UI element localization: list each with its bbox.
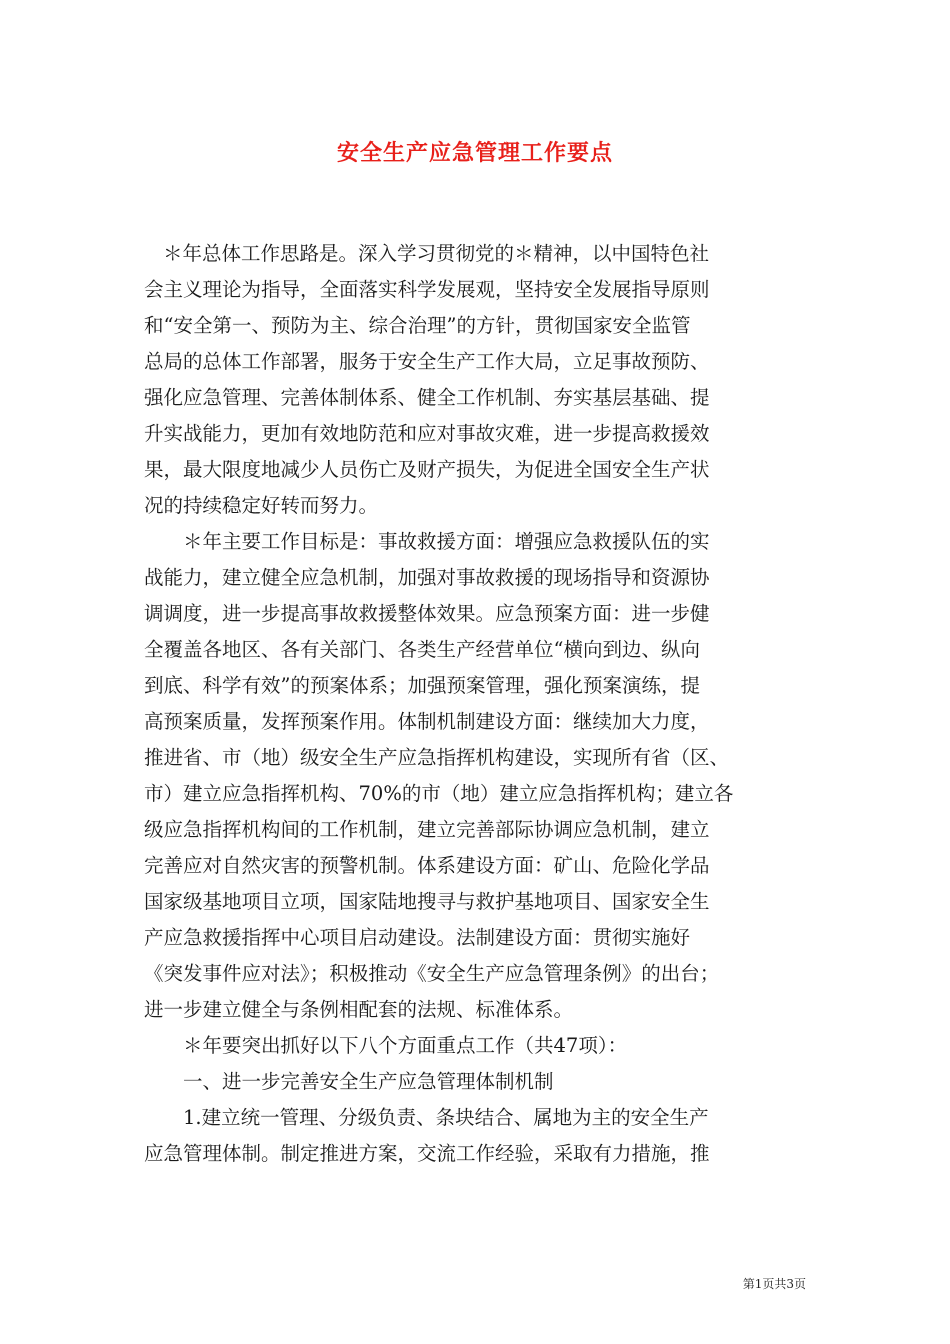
body-line: 国家级基地项目立项，国家陆地搜寻与救护基地项目、国家安全生 — [144, 890, 710, 913]
page-number: 第1页共3页 — [742, 1277, 806, 1291]
body-line: 完善应对自然灾害的预警机制。体系建设方面：矿山、危险化学品 — [144, 854, 710, 877]
body-line: 1.建立统一管理、分级负责、条块结合、属地为主的安全生产 — [183, 1106, 709, 1129]
document-title: 安全生产应急管理工作要点 — [336, 140, 613, 166]
body-line: ＊年主要工作目标是：事故救援方面：增强应急救援队伍的实 — [183, 530, 710, 553]
body-line: 调调度，进一步提高事故救援整体效果。应急预案方面：进一步健 — [144, 602, 710, 625]
body-line: 果，最大限度地减少人员伤亡及财产损失，为促进全国安全生产状 — [144, 458, 710, 481]
body-line: 会主义理论为指导，全面落实科学发展观，坚持安全发展指导原则 — [144, 278, 710, 301]
body-line: 和“安全第一、预防为主、综合治理”的方针，贯彻国家安全监管 — [144, 314, 691, 337]
body-line: 总局的总体工作部署，服务于安全生产工作大局，立足事故预防、 — [144, 350, 710, 373]
body-line: 到底、科学有效”的预案体系；加强预案管理，强化预案演练，提 — [144, 674, 700, 697]
body-line: 进一步建立健全与条例相配套的法规、标准体系。 — [144, 998, 574, 1021]
body-line: 升实战能力，更加有效地防范和应对事故灾难，进一步提高救援效 — [144, 422, 710, 445]
section-heading: 一、进一步完善安全生产应急管理体制机制 — [183, 1070, 554, 1093]
body-line: ＊年要突出抓好以下八个方面重点工作（共47项）： — [183, 1034, 628, 1057]
body-line: 推进省、市（地）级安全生产应急指挥机构建设，实现所有省（区、 — [144, 746, 730, 769]
body-line: 市）建立应急指挥机构、70%的市（地）建立应急指挥机构；建立各 — [144, 782, 734, 805]
body-line: 高预案质量，发挥预案作用。体制机制建设方面：继续加大力度， — [144, 710, 710, 733]
body-line: 强化应急管理、完善体制体系、健全工作机制、夯实基层基础、提 — [144, 386, 710, 409]
body-line: 全覆盖各地区、各有关部门、各类生产经营单位“横向到边、纵向 — [144, 638, 700, 661]
body-line: 级应急指挥机构间的工作机制，建立完善部际协调应急机制，建立 — [144, 818, 710, 841]
body-line: 产应急救援指挥中心项目启动建设。法制建设方面：贯彻实施好 — [144, 926, 691, 949]
body-line: 《突发事件应对法》；积极推动《安全生产应急管理条例》的出台； — [144, 962, 720, 985]
body-line: 应急管理体制。制定推进方案，交流工作经验，采取有力措施，推 — [144, 1142, 710, 1165]
body-line: 战能力，建立健全应急机制，加强对事故救援的现场指导和资源协 — [144, 566, 710, 589]
body-line: 况的持续稳定好转而努力。 — [144, 494, 379, 517]
body-line: ＊年总体工作思路是。深入学习贯彻党的＊精神，以中国特色社 — [163, 242, 710, 265]
